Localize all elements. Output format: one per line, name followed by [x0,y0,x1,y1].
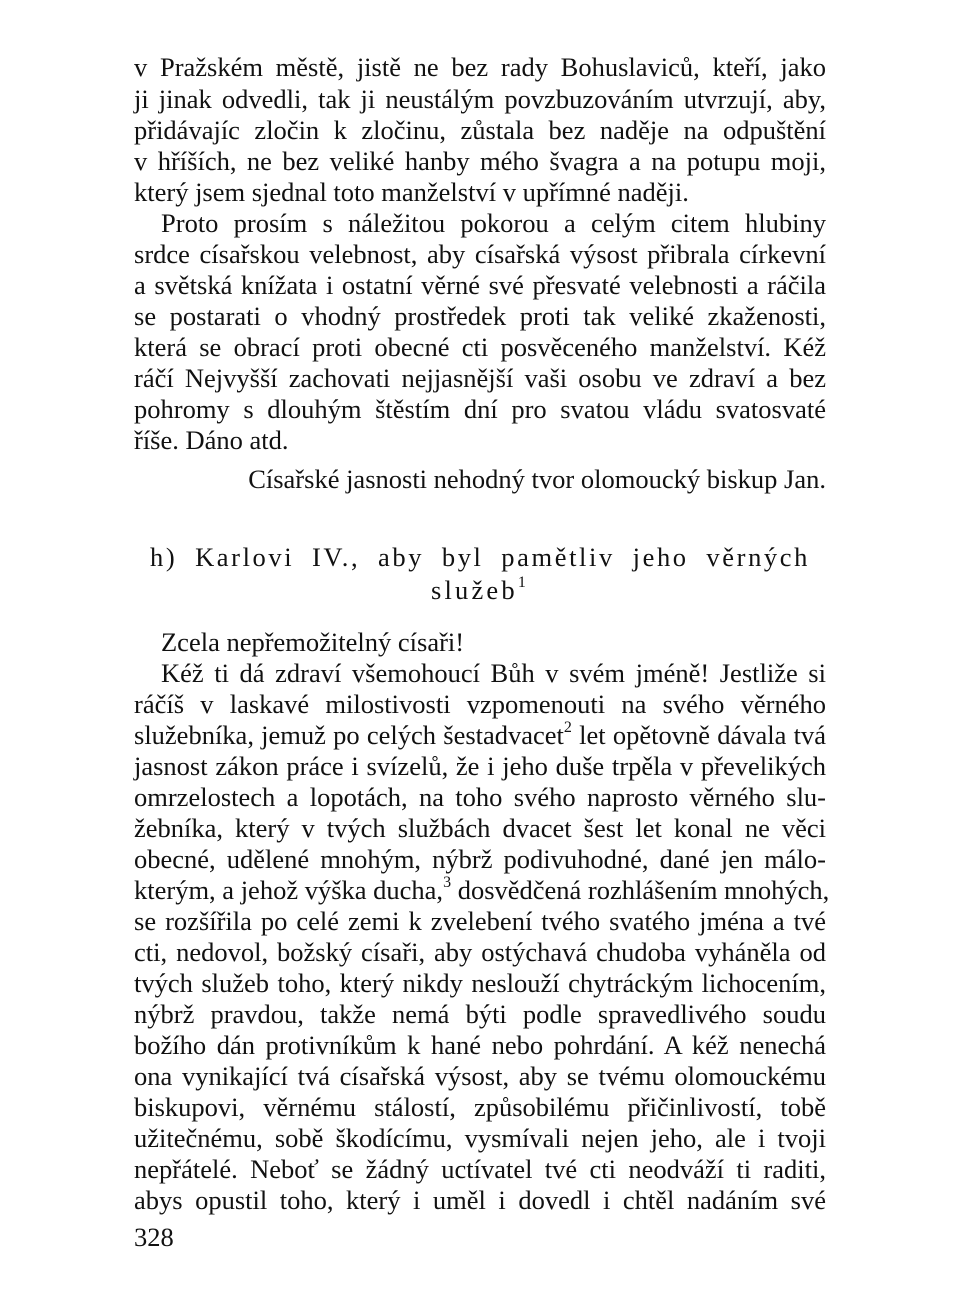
text-span: let opětovně dávala tvá [571,720,826,750]
text-line: srdce císařskou velebnost, aby císařská výsost přibrala církevní [134,239,826,269]
text-line: abys opustil toho, který i uměl i dovedl i chtěl nadáním své [134,1185,826,1215]
footnote-marker: 2 [563,719,572,737]
footnote-marker: 1 [517,574,530,592]
text-line: omrzelostech a lopotách, na toho svého naprosto věrného slu- [134,782,826,812]
text-line: ráčíš v laskavé milostivosti vzpomenouti na svého věrného [134,689,826,719]
text-line: přidávajíc zločin k zločinu, zůstala bez naděje na odpuštění [134,115,826,145]
text-line: nepřátelé. Neboť se žádný uctívatel tvé cti neodváží ti raditi, [134,1154,826,1184]
text-line: v hříších, ne bez veliké hanby mého švagra a na potupu moji, [134,146,826,176]
text-line: se rozšířila po celé zemi k zvelebení tvého svatého jména a tvé [134,906,826,936]
text-line: nýbrž pravdou, takže nemá býti podle spravedlivého soudu [134,999,826,1029]
text-line: žebníka, který v tvých službách dvacet šest let konal ne věci [134,813,826,843]
page-number: 328 [134,1222,174,1252]
text-span: služebníka, jemuž po celých šestadvacet [134,720,564,750]
section-heading-text: služeb [430,575,518,605]
section-heading-line-2 [134,575,826,606]
text-line: Proto prosím s náležitou pokorou a celým citem hlubiny [161,208,826,238]
text-line [134,874,830,906]
text-line: božího dán protivníkům k hané nebo pohrdání. A kéž nenechá [134,1030,826,1060]
salutation: Zcela nepřemožitelný císaři! [161,627,465,657]
text-line: ona vynikající tvá císařská výsost, aby se tvému olomouckému [134,1061,826,1091]
text-line: biskupovi, věrnému stálostí, způsobilému přičinlivostí, tobě [134,1092,826,1122]
text-span: dosvědčená rozhlášením mnohých, [451,875,830,905]
text-line: ji jinak odvedli, tak ji neustálým povzbuzováním utvrzují, aby, [134,84,826,114]
text-line [134,720,826,751]
letter-signature: Císařské jasnosti nehodný tvor olomoucký biskup Jan. [248,464,826,494]
text-span: kterým, a jehož výška ducha, [134,875,444,905]
text-line: Kéž ti dá zdraví všemohoucí Bůh v svém jméně! Jestliže si [161,658,826,688]
text-line: se postarati o vhodný prostředek proti tak veliké zkaženosti, [134,301,826,331]
text-line: cti, nedovol, božský císaři, aby ostýchavá chudoba vyháněla od [134,937,826,967]
text-line: pohromy s dlouhým štěstím dní pro svatou vládu svatosvaté [134,394,826,424]
text-line: který jsem sjednal toto manželství v upřímné naději. [134,177,689,207]
text-line: říše. Dáno atd. [134,425,289,455]
text-line: užitečnému, sobě škodícímu, vysmívali nejen jeho, ale i tvoji [134,1123,826,1153]
text-line: která se obrací proti obecné cti posvěceného manželství. Kéž [134,332,826,362]
section-heading-line-1: h) Karlovi IV., aby byl pamětliv jeho věrných [150,542,810,572]
text-line: a světská knížata i ostatní věrné své přesvaté velebnosti a ráčila [134,270,826,300]
text-line: v Pražském městě, jistě ne bez rady Bohuslaviců, kteří, jako [134,52,826,82]
text-line: obecné, udělené mnohým, nýbrž podivuhodné, dané jen málo- [134,844,826,874]
text-line: jasnost zákon práce i svízelů, že i jeho duše trpěla v převelikých [134,751,826,781]
text-line: tvých služeb toho, který nikdy neslouží chytráckým lichocením, [134,968,826,998]
footnote-marker: 3 [443,874,452,892]
text-line: ráčí Nejvyšší zachovati nejjasnější vaši osobu ve zdraví a bez [134,363,826,393]
